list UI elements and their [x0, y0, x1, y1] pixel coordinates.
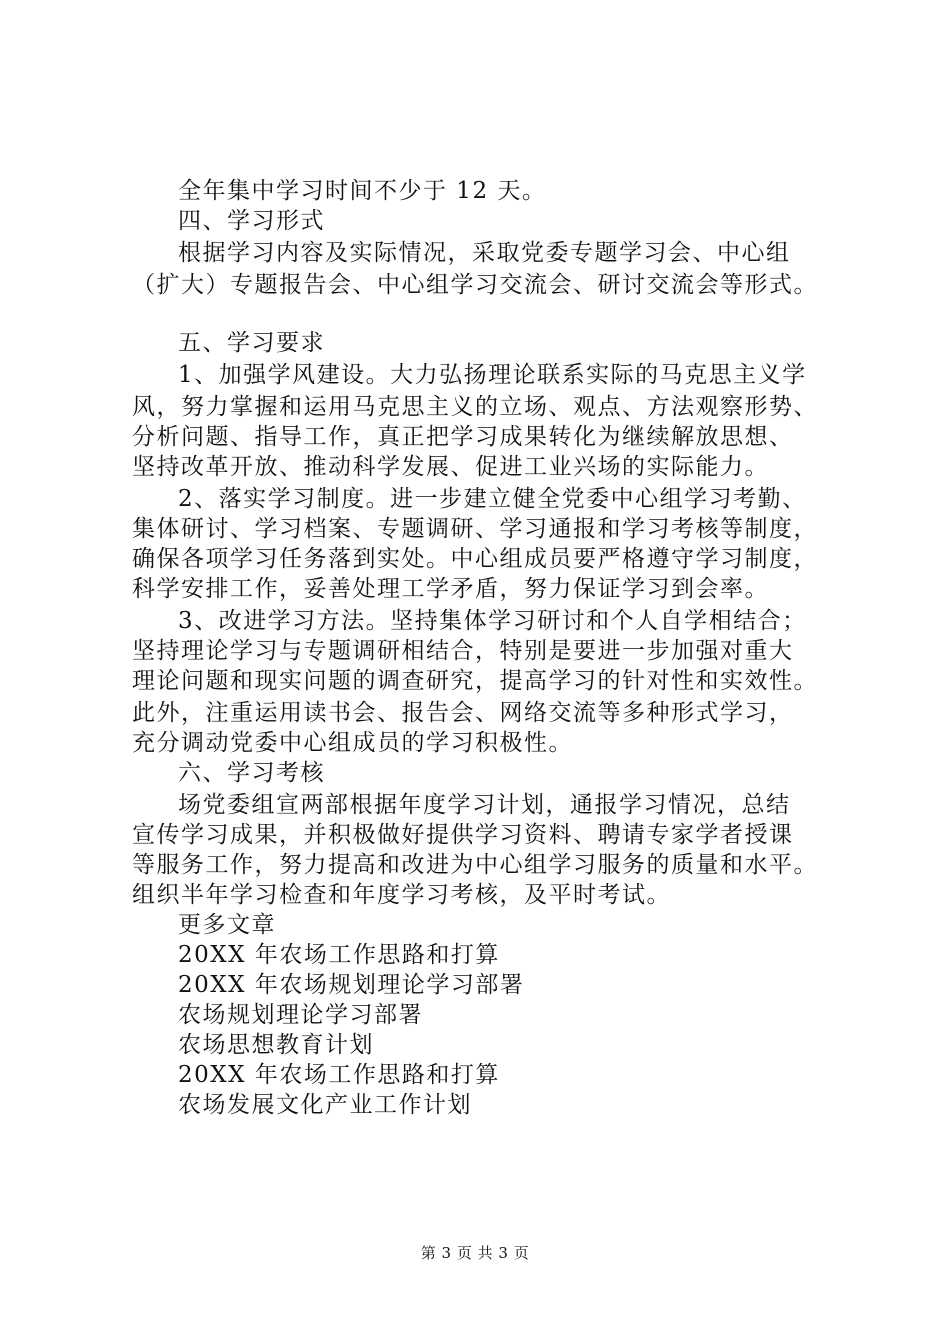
paragraph-line: 充分调动党委中心组成员的学习积极性。 [132, 730, 573, 756]
page-number-footer: 第 3 页 共 3 页 [420, 1244, 530, 1262]
paragraph-line: 全年集中学习时间不少于 12 天。 [178, 178, 547, 204]
section-heading: 四、学习形式 [178, 208, 325, 234]
paragraph-line: 坚持改革开放、推动科学发展、促进工业兴场的实际能力。 [132, 454, 769, 480]
paragraph-line: 确保各项学习任务落到实处。中心组成员要严格遵守学习制度， [132, 546, 818, 572]
more-articles-heading: 更多文章 [178, 912, 276, 938]
more-article-link[interactable]: 农场规划理论学习部署 [178, 1002, 423, 1028]
paragraph-line: 2、落实学习制度。进一步建立健全党委中心组学习考勤、 [178, 486, 807, 512]
more-article-link[interactable]: 农场发展文化产业工作计划 [178, 1092, 472, 1118]
paragraph-line: 坚持理论学习与专题调研相结合，特别是要进一步加强对重大 [132, 638, 794, 664]
paragraph-line: 科学安排工作，妥善处理工学矛盾，努力保证学习到会率。 [132, 576, 769, 602]
paragraph-line: 集体研讨、学习档案、专题调研、学习通报和学习考核等制度， [132, 516, 818, 542]
paragraph-line: 根据学习内容及实际情况，采取党委专题学习会、中心组 [178, 240, 791, 266]
paragraph-line: 组织半年学习检查和年度学习考核，及平时考试。 [132, 882, 671, 908]
more-article-link[interactable]: 20XX 年农场规划理论学习部署 [178, 972, 525, 998]
more-article-link[interactable]: 20XX 年农场工作思路和打算 [178, 942, 500, 968]
section-heading: 六、学习考核 [178, 760, 325, 786]
paragraph-line: 等服务工作，努力提高和改进为中心组学习服务的质量和水平。 [132, 852, 818, 878]
paragraph-line: 1、加强学风建设。大力弘扬理论联系实际的马克思主义学 [178, 362, 807, 388]
section-heading: 五、学习要求 [178, 330, 325, 356]
paragraph-line: 分析问题、指导工作，真正把学习成果转化为继续解放思想、 [132, 424, 794, 450]
paragraph-line: 宣传学习成果，并积极做好提供学习资料、聘请专家学者授课 [132, 822, 794, 848]
paragraph-line: 此外，注重运用读书会、报告会、网络交流等多种形式学习， [132, 700, 794, 726]
paragraph-line: 场党委组宣两部根据年度学习计划，通报学习情况，总结 [178, 792, 791, 818]
more-article-link[interactable]: 农场思想教育计划 [178, 1032, 374, 1058]
paragraph-line: （扩大）专题报告会、中心组学习交流会、研讨交流会等形式。 [132, 272, 818, 298]
paragraph-line: 风，努力掌握和运用马克思主义的立场、观点、方法观察形势、 [132, 394, 818, 420]
paragraph-line: 3、改进学习方法。坚持集体学习研讨和个人自学相结合； [178, 608, 807, 634]
more-article-link[interactable]: 20XX 年农场工作思路和打算 [178, 1062, 500, 1088]
paragraph-line: 理论问题和现实问题的调查研究，提高学习的针对性和实效性。 [132, 668, 818, 694]
